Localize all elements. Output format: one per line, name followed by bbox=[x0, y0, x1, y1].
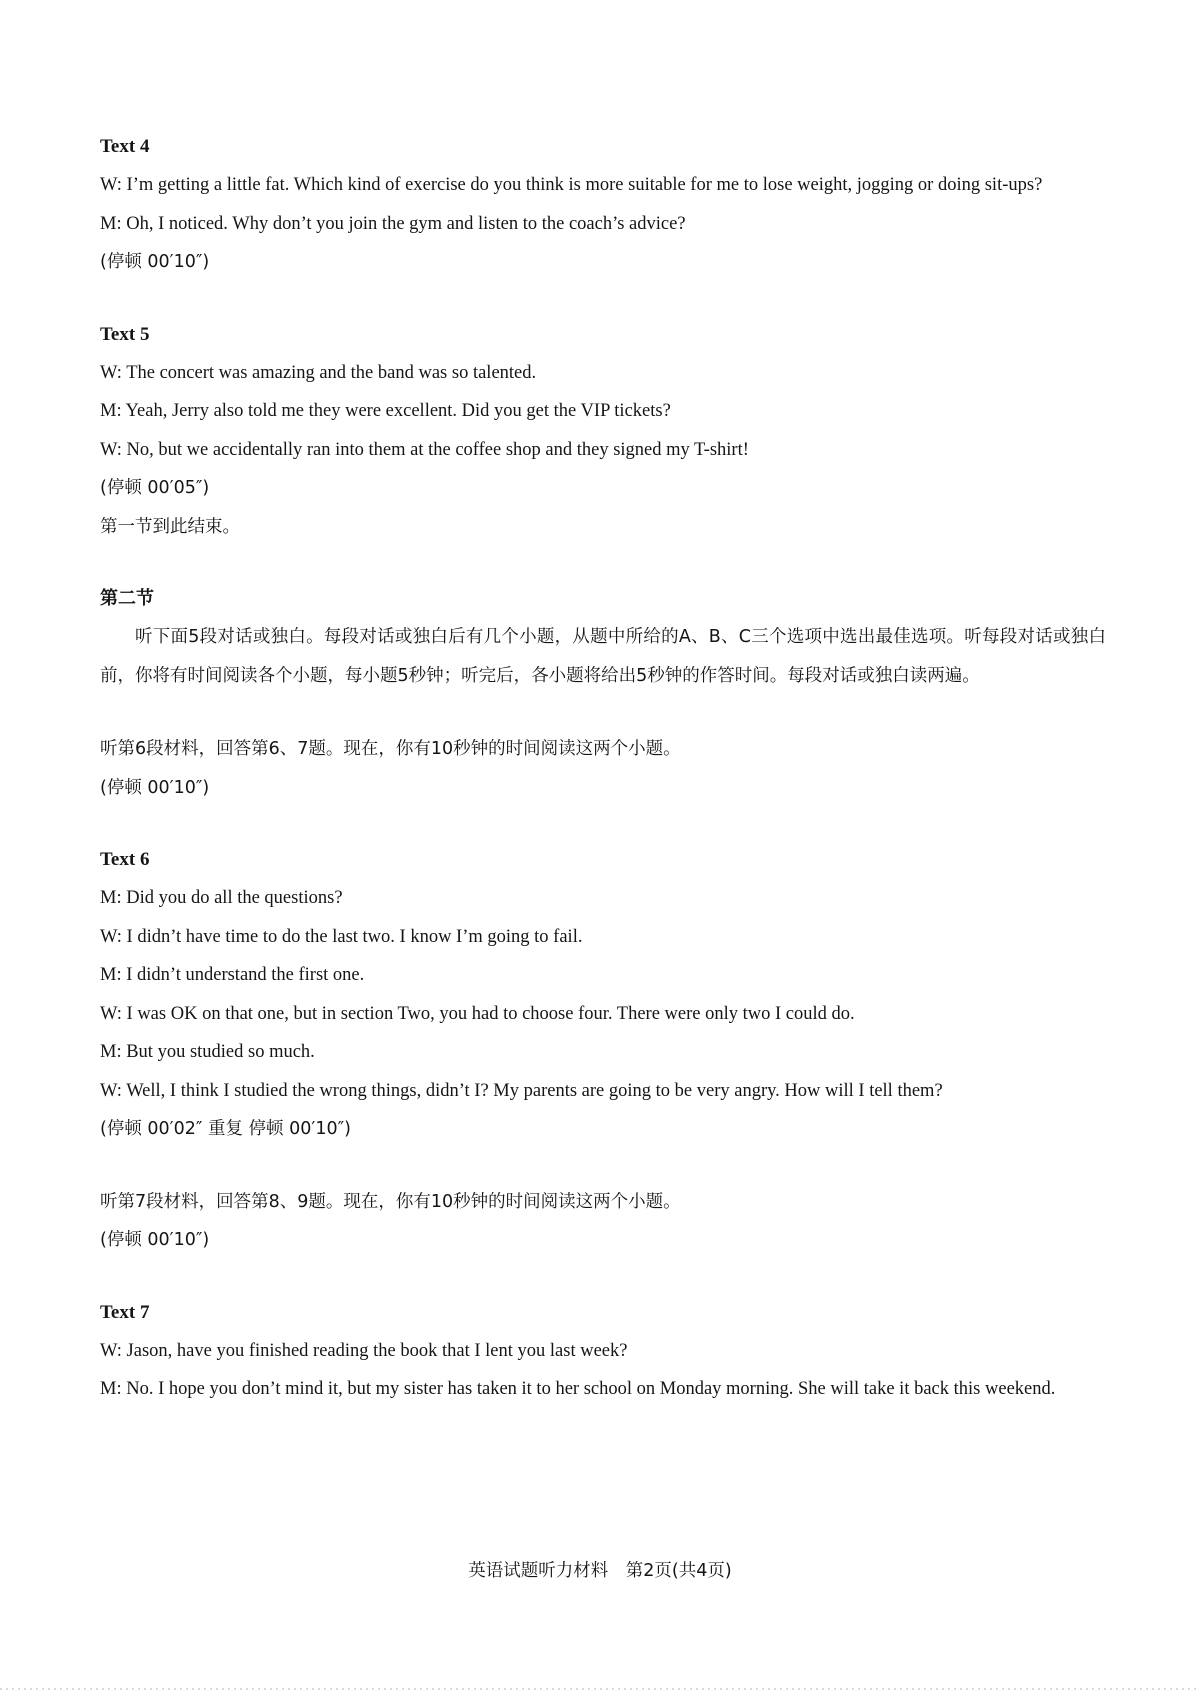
text-5-block bbox=[100, 316, 1106, 547]
material-6-block bbox=[100, 730, 1106, 807]
dialogue-line: M: Oh, I noticed. Why don’t you join the gym and listen to the coach’s advice? bbox=[100, 213, 686, 234]
dialogue-line: M: Did you do all the questions? bbox=[100, 888, 343, 908]
pause-note: (停顿 00′10″) bbox=[100, 1230, 210, 1250]
page-content bbox=[100, 128, 1106, 1409]
dialogue-line: W: Well, I think I studied the wrong things, didn’t I? My parents are going to be very angry. How will I tell them? bbox=[100, 1080, 943, 1101]
pause-note: (停顿 00′02″ 重复 停顿 00′10″) bbox=[100, 1119, 351, 1139]
dialogue-line: W: The concert was amazing and the band was so talented. bbox=[100, 362, 537, 383]
text-6-heading: Text 6 bbox=[100, 849, 150, 870]
dialogue-line: W: I was OK on that one, but in section Two, you had to choose four. There were only two I could do. bbox=[100, 1003, 855, 1024]
dialogue-line: W: I didn’t have time to do the last two. I know I’m going to fail. bbox=[100, 926, 583, 947]
dialogue-line: W: I’m getting a little fat. Which kind of exercise do you think is more suitable for me to lose weight, jogging or doing sit-ups? bbox=[100, 175, 1043, 195]
section-2-heading: 第二节 bbox=[100, 588, 154, 609]
dialogue-line: M: I didn’t understand the first one. bbox=[100, 965, 365, 985]
text-4-block bbox=[100, 128, 1106, 282]
scan-edge-dots bbox=[0, 1688, 1200, 1690]
dialogue-line: W: Jason, have you finished reading the book that I lent you last week? bbox=[100, 1340, 628, 1361]
material-6-prompt: 听第6段材料，回答第6、7题。现在，你有10秒钟的时间阅读这两个小题。 bbox=[100, 739, 681, 759]
page-footer: 英语试题听力材料 第2页(共4页) bbox=[468, 1561, 732, 1581]
material-7-block bbox=[100, 1183, 1106, 1260]
dialogue-line: M: But you studied so much. bbox=[100, 1042, 315, 1062]
section-2-block bbox=[100, 580, 1106, 696]
pause-note: (停顿 00′10″) bbox=[100, 777, 210, 798]
text-5-heading: Text 5 bbox=[100, 323, 150, 345]
text-6-block bbox=[100, 841, 1106, 1149]
dialogue-line: W: No, but we accidentally ran into them at the coffee shop and they signed my T-shirt! bbox=[100, 439, 749, 460]
text-7-block bbox=[100, 1294, 1106, 1409]
text-7-heading: Text 7 bbox=[100, 1301, 150, 1323]
dialogue-line: M: Yeah, Jerry also told me they were excellent. Did you get the VIP tickets? bbox=[100, 401, 671, 421]
section-end-note: 第一节到此结束。 bbox=[100, 516, 240, 537]
material-7-prompt: 听第7段材料，回答第8、9题。现在，你有10秒钟的时间阅读这两个小题。 bbox=[100, 1191, 681, 1212]
dialogue-line: M: No. I hope you don’t mind it, but my sister has taken it to her school on Monday morning. She will take it back this weekend. bbox=[100, 1379, 1056, 1399]
text-4-heading: Text 4 bbox=[100, 136, 150, 157]
section-2-instructions: 听下面5段对话或独白。每段对话或独白后有几个小题，从题中所给的A、B、C三个选项中选出最佳选项。听每段对话或独白前，你将有时间阅读各个小题，每小题5秒钟；听完后，各小题将给出5秒钟的作答时间。每段对话或独白读两遍。 bbox=[100, 627, 1106, 686]
pause-note: (停顿 00′05″) bbox=[100, 478, 210, 498]
pause-note: (停顿 00′10″) bbox=[100, 252, 210, 272]
